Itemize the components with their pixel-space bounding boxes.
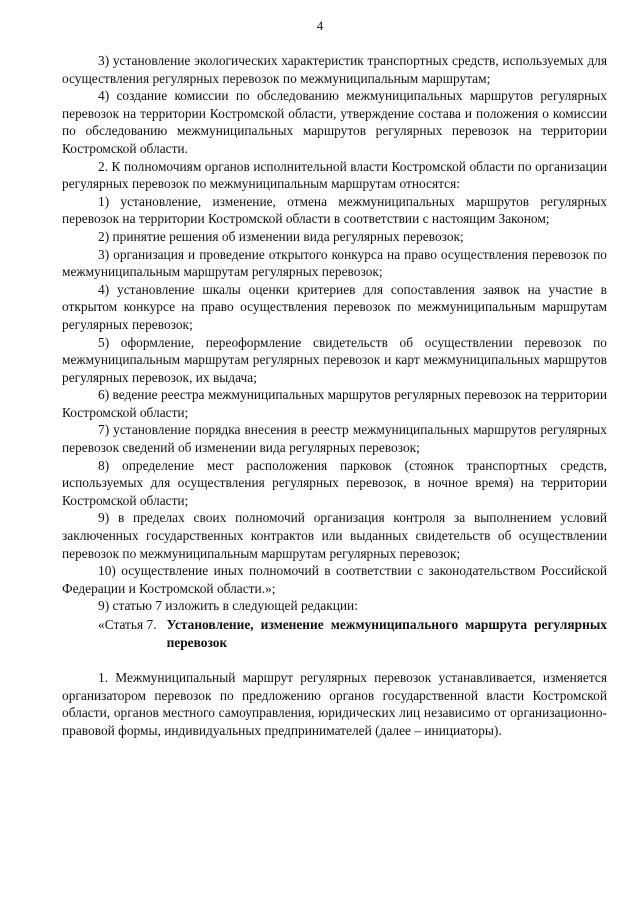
paragraph: 3) установление экологических характеристик транспортных средств, используемых для осуществления регулярных перевозок по межмуниципальным маршрутам; bbox=[62, 53, 607, 86]
paragraph: 9) в пределах своих полномочий организация контроля за выполнением условий заключенных государственных контрактов или выданных свидетельств об осуществлении перевозок по межмуниципальным маршрутам регулярных перевозок; bbox=[62, 510, 607, 561]
spacer bbox=[62, 651, 607, 669]
paragraph: 6) ведение реестра межмуниципальных маршрутов регулярных перевозок на территории Костромской области; bbox=[62, 387, 607, 420]
paragraph: 10) осуществление иных полномочий в соответствии с законодательством Российской Федерации и Костромской области.»; bbox=[62, 563, 607, 596]
paragraph: 1) установление, изменение, отмена межмуниципальных маршрутов регулярных перевозок на территории Костромской области в соответствии с настоящим Законом; bbox=[62, 193, 607, 227]
article-number: «Статья 7. bbox=[98, 617, 157, 632]
page-number: 4 bbox=[316, 18, 324, 33]
paragraph: 9) статью 7 изложить в следующей редакции: bbox=[98, 598, 358, 614]
paragraph: 4) создание комиссии по обследованию межмуниципальных маршрутов регулярных перевозок на территории Костромской области, утверждение состава и положения о комиссии по обследованию межмуниципальных маршрутов регулярных перевозок на территории Костромской области. bbox=[62, 88, 607, 156]
paragraph: 5) оформление, переоформление свидетельств об осуществлении перевозок по межмуниципальным маршрутам регулярных перевозок и карт межмуниципальных маршрутов регулярных перевозок, их выдача; bbox=[62, 334, 607, 385]
document-body bbox=[62, 52, 607, 740]
paragraph: 2) принятие решения об изменении вида регулярных перевозок; bbox=[98, 228, 464, 244]
paragraph: 1. Межмуниципальный маршрут регулярных перевозок устанавливается, изменяется организатором перевозок по предложению органов государственной власти Костромской области, органов местного самоуправления, юридических лиц независимо от организационно-правовой формы, индивидуальных предпринимателей (далее – инициаторы). bbox=[62, 670, 607, 738]
paragraph: 4) установление шкалы оценки критериев для сопоставления заявок на участие в открытом конкурсе на право осуществления перевозок по межмуниципальным маршрутам регулярных перевозок; bbox=[62, 281, 607, 332]
paragraph: 3) организация и проведение открытого конкурса на право осуществления перевозок по межмуниципальным маршрутам регулярных перевозок; bbox=[62, 246, 607, 280]
article-title: Установление, изменение межмуниципального маршрута регулярных перевозок bbox=[166, 617, 607, 650]
paragraph: 2. К полномочиям органов исполнительной власти Костромской области по организации регулярных перевозок по межмуниципальным маршрутам относятся: bbox=[62, 158, 607, 192]
article-heading bbox=[62, 616, 607, 651]
paragraph: 7) установление порядка внесения в реестр межмуниципальных маршрутов регулярных перевозок сведений об изменении вида регулярных перевозок; bbox=[62, 422, 607, 456]
paragraph: 8) определение мест расположения парковок (стоянок транспортных средств, используемых для осуществления регулярных перевозок, в ночное время) на территории Костромской области; bbox=[62, 457, 607, 508]
